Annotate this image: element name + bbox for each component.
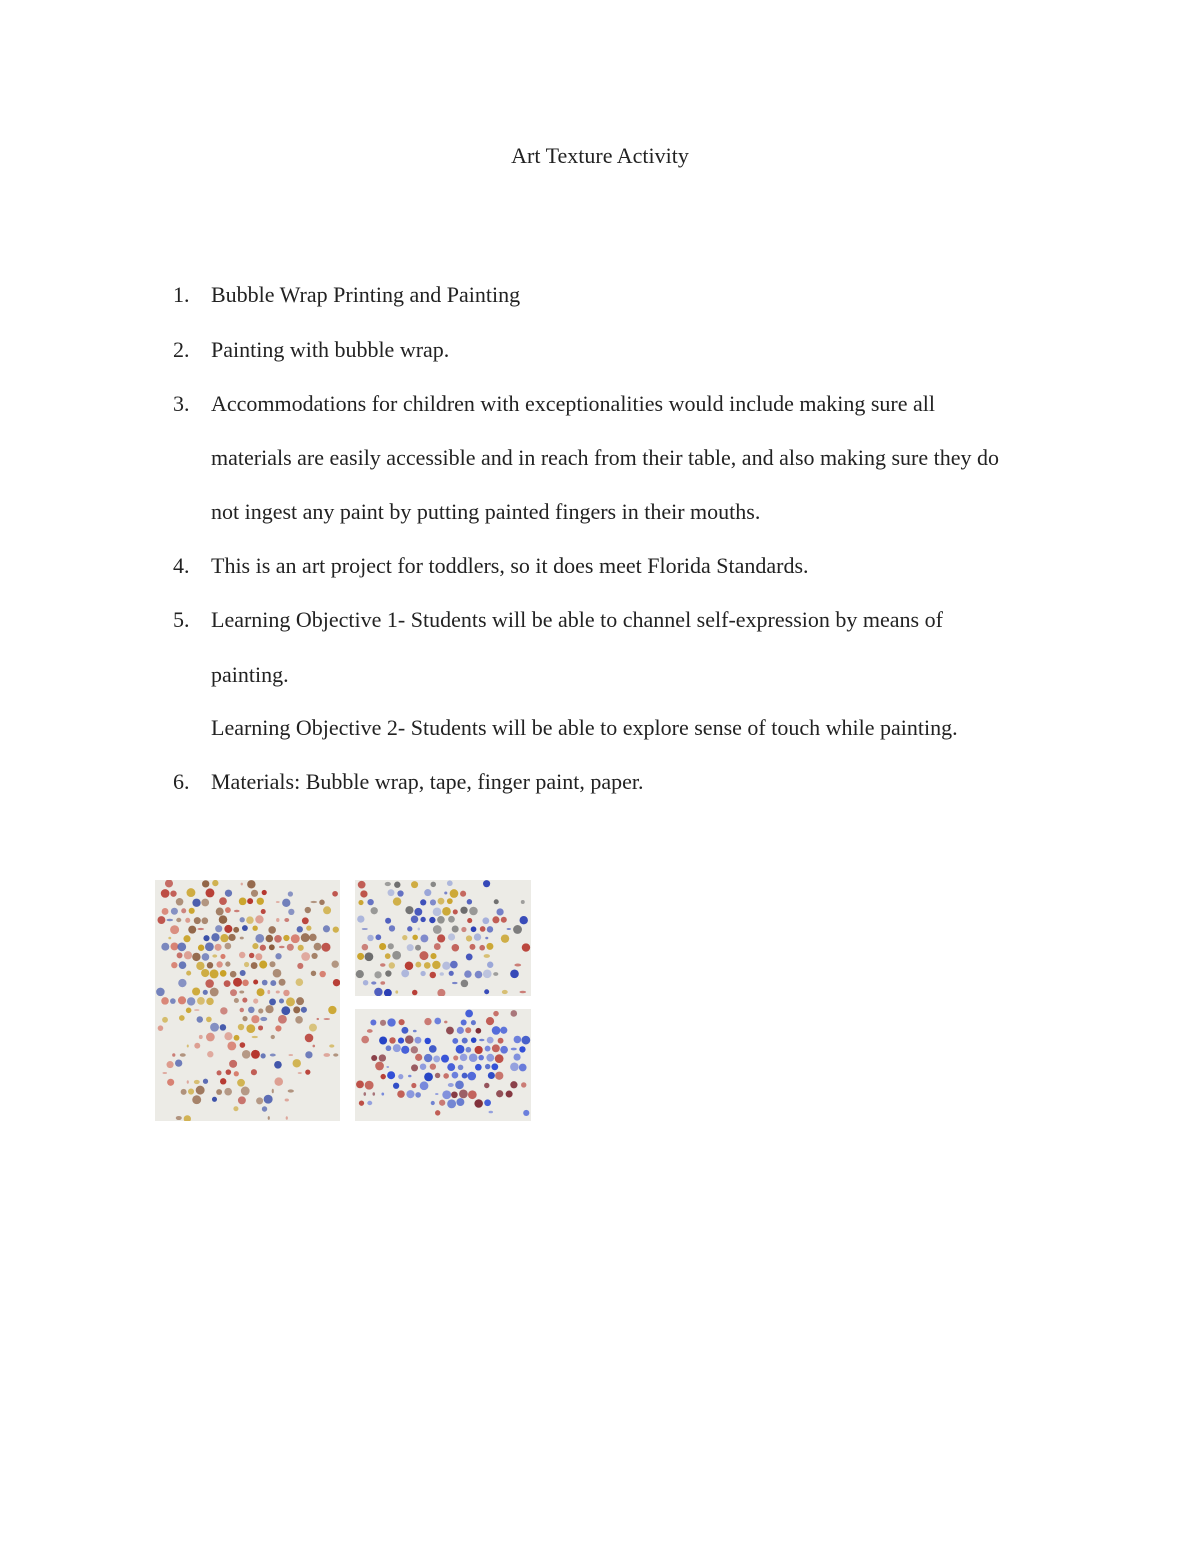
bubble-wrap-painting-photo (355, 880, 531, 996)
bubble-wrap-painting-photo (355, 1009, 531, 1121)
list-item-text: Painting with bubble wrap. (211, 337, 450, 362)
list-item-text: Learning Objective 1- Students will be able to channel self-expression by means of (211, 607, 943, 632)
list-item-number: 5. (173, 607, 190, 632)
bubble-wrap-painting-photo (155, 880, 340, 1121)
list-item-number: 1. (173, 282, 190, 307)
list-item-text: Learning Objective 2- Students will be able to explore sense of touch while painting. (211, 715, 958, 740)
list-item-text: painting. (211, 662, 289, 687)
list-item-number: 4. (173, 553, 190, 578)
document-title: Art Texture Activity (511, 143, 689, 168)
list-item-text: Bubble Wrap Printing and Painting (211, 282, 521, 307)
list-item-text: Materials: Bubble wrap, tape, finger paint, paper. (211, 769, 644, 794)
list-item-text: Accommodations for children with exceptionalities would include making sure all (211, 391, 935, 416)
list-item-text: not ingest any paint by putting painted fingers in their mouths. (211, 499, 761, 524)
list-item-text: This is an art project for toddlers, so it does meet Florida Standards. (211, 553, 809, 578)
list-item-number: 2. (173, 337, 190, 362)
list-item-number: 6. (173, 769, 190, 794)
list-item-number: 3. (173, 391, 190, 416)
list-item-text: materials are easily accessible and in reach from their table, and also making sure they do (211, 445, 1000, 470)
